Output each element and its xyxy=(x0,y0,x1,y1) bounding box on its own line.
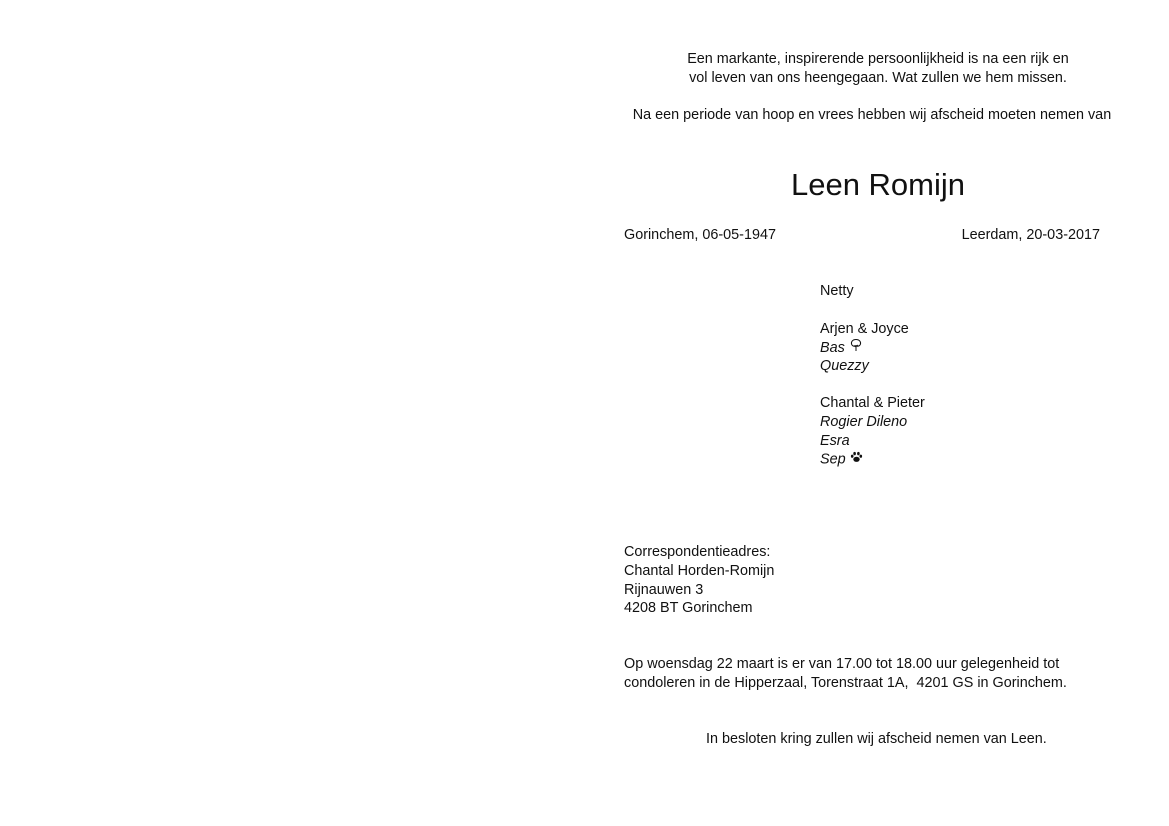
correspondence-city: 4208 BT Gorinchem xyxy=(624,600,753,616)
death-place-date: Leerdam, 20-03-2017 xyxy=(961,227,1100,243)
child-name: Sep xyxy=(820,451,846,468)
condolence-line-2: condoleren in de Hipperzaal, Torenstraat 1A, 4201 GS in Gorinchem. xyxy=(624,675,1067,691)
correspondence-street: Rijnauwen 3 xyxy=(624,582,704,598)
intro-line-2: vol leven van ons heengegaan. Wat zullen we hem missen. xyxy=(689,70,1067,86)
family-group-1-parents: Arjen & Joyce xyxy=(820,321,909,337)
child-name: Bas xyxy=(820,339,845,356)
family-group-2-child-3 xyxy=(820,450,863,469)
family-group-1-child-1 xyxy=(820,338,863,358)
family-group-2-child-1: Rogier Dileno xyxy=(820,414,908,430)
intro-line-3: Na een periode van hoop en vrees hebben wij afscheid moeten nemen van xyxy=(632,107,1112,123)
condolence-line-1: Op woensdag 22 maart is er van 17.00 tot 18.00 uur gelegenheid tot xyxy=(624,656,1060,672)
correspondence-label: Correspondentieadres: xyxy=(624,544,771,560)
deceased-name: Leen Romijn xyxy=(790,167,966,202)
tree-icon xyxy=(849,338,863,358)
paw-icon xyxy=(850,450,863,469)
family-group-2-parents: Chantal & Pieter xyxy=(820,395,925,411)
family-group-1-child-2: Quezzy xyxy=(820,358,869,374)
correspondence-name: Chantal Horden-Romijn xyxy=(624,563,775,579)
spouse-name: Netty xyxy=(820,283,854,299)
intro-line-1: Een markante, inspirerende persoonlijkheid is na een rijk en xyxy=(687,51,1069,67)
closing-line: In besloten kring zullen wij afscheid nemen van Leen. xyxy=(706,731,1047,747)
family-group-2-child-2: Esra xyxy=(820,433,850,449)
birth-place-date: Gorinchem, 06-05-1947 xyxy=(624,227,776,243)
